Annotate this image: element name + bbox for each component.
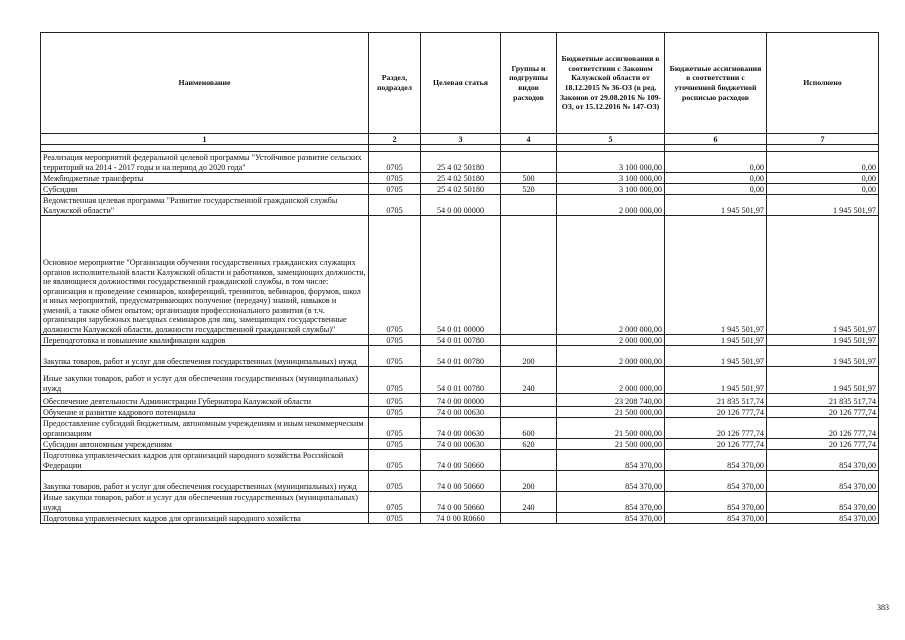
row-name: Закупка товаров, работ и услуг для обеспечения государственных (муниципальных) нужд (41, 471, 369, 492)
row-name: Переподготовка и повышение квалификации кадров (41, 335, 369, 346)
table-row (41, 513, 879, 524)
table-row (41, 173, 879, 184)
row-target: 74 0 00 50660 (421, 450, 501, 471)
table-row (41, 394, 879, 407)
row-group: 200 (501, 471, 557, 492)
row-name: Межбюджетные трансферты (41, 173, 369, 184)
table-row (41, 216, 879, 335)
row-plan-amount: 854 370,00 (665, 513, 767, 524)
page-number: 383 (877, 603, 889, 612)
row-done-amount: 0,00 (767, 152, 879, 173)
row-target: 74 0 00 00000 (421, 394, 501, 407)
row-group (501, 195, 557, 216)
row-plan-amount: 1 945 501,97 (665, 335, 767, 346)
row-done-amount: 854 370,00 (767, 471, 879, 492)
row-law-amount: 2 000 000,00 (557, 367, 665, 394)
row-done-amount: 854 370,00 (767, 450, 879, 471)
row-section: 0705 (369, 184, 421, 195)
row-done-amount: 1 945 501,97 (767, 367, 879, 394)
row-group (501, 450, 557, 471)
row-done-amount: 1 945 501,97 (767, 335, 879, 346)
row-done-amount: 854 370,00 (767, 513, 879, 524)
row-section: 0705 (369, 346, 421, 367)
table-row (41, 439, 879, 450)
row-plan-amount: 854 370,00 (665, 492, 767, 513)
row-target: 25 4 02 50180 (421, 184, 501, 195)
row-law-amount: 854 370,00 (557, 492, 665, 513)
header-name: Наименование (41, 33, 369, 134)
row-target: 74 0 00 50660 (421, 492, 501, 513)
row-section: 0705 (369, 152, 421, 173)
row-target: 25 4 02 50180 (421, 173, 501, 184)
table-row (41, 367, 879, 394)
row-plan-amount: 20 126 777,74 (665, 418, 767, 439)
header-num: 6 (665, 134, 767, 145)
header-target: Целевая статья (421, 33, 501, 134)
table-row (41, 335, 879, 346)
row-target: 54 0 00 00000 (421, 195, 501, 216)
row-group (501, 513, 557, 524)
row-done-amount: 1 945 501,97 (767, 216, 879, 335)
row-group: 500 (501, 173, 557, 184)
row-group (501, 394, 557, 407)
row-group (501, 407, 557, 418)
row-group: 200 (501, 346, 557, 367)
row-section: 0705 (369, 439, 421, 450)
row-name: Обучение и развитие кадрового потенциала (41, 407, 369, 418)
row-target: 25 4 02 50180 (421, 152, 501, 173)
row-plan-amount: 21 835 517,74 (665, 394, 767, 407)
row-done-amount: 20 126 777,74 (767, 407, 879, 418)
row-law-amount: 2 000 000,00 (557, 346, 665, 367)
row-law-amount: 854 370,00 (557, 471, 665, 492)
row-name: Подготовка управленческих кадров для организаций народного хозяйства Российской Федерации (41, 450, 369, 471)
header-section: Раздел, подраздел (369, 33, 421, 134)
row-name: Предоставление субсидий бюджетным, автономным учреждениям и иным некоммерческим организациям (41, 418, 369, 439)
row-section: 0705 (369, 195, 421, 216)
row-section: 0705 (369, 418, 421, 439)
row-group: 240 (501, 492, 557, 513)
row-group: 240 (501, 367, 557, 394)
row-plan-amount: 0,00 (665, 173, 767, 184)
row-section: 0705 (369, 513, 421, 524)
row-section: 0705 (369, 450, 421, 471)
row-target: 54 0 01 00000 (421, 216, 501, 335)
row-plan-amount: 0,00 (665, 152, 767, 173)
row-done-amount: 0,00 (767, 173, 879, 184)
row-done-amount: 20 126 777,74 (767, 439, 879, 450)
row-target: 74 0 00 00630 (421, 407, 501, 418)
row-section: 0705 (369, 492, 421, 513)
table-row (41, 346, 879, 367)
row-done-amount: 0,00 (767, 184, 879, 195)
header-num: 2 (369, 134, 421, 145)
row-done-amount: 20 126 777,74 (767, 418, 879, 439)
row-target: 74 0 00 00630 (421, 439, 501, 450)
row-name: Обеспечение деятельности Администрации Губернатора Калужской области (41, 394, 369, 407)
row-target: 74 0 00 R0660 (421, 513, 501, 524)
row-group: 520 (501, 184, 557, 195)
row-section: 0705 (369, 367, 421, 394)
table-body (41, 145, 879, 524)
row-plan-amount: 20 126 777,74 (665, 407, 767, 418)
header-group: Группы и подгруппы видов расходов (501, 33, 557, 134)
row-section: 0705 (369, 471, 421, 492)
row-done-amount: 1 945 501,97 (767, 346, 879, 367)
header-num: 4 (501, 134, 557, 145)
table-row (41, 152, 879, 173)
spacer-row (41, 145, 879, 152)
row-law-amount: 854 370,00 (557, 450, 665, 471)
row-name: Подготовка управленческих кадров для организаций народного хозяйства (41, 513, 369, 524)
row-done-amount: 21 835 517,74 (767, 394, 879, 407)
table-row (41, 492, 879, 513)
row-plan-amount: 854 370,00 (665, 471, 767, 492)
row-plan-amount: 0,00 (665, 184, 767, 195)
table-row (41, 450, 879, 471)
header-done: Исполнено (767, 33, 879, 134)
row-law-amount: 23 208 740,00 (557, 394, 665, 407)
row-plan-amount: 1 945 501,97 (665, 346, 767, 367)
row-section: 0705 (369, 394, 421, 407)
row-target: 74 0 00 50660 (421, 471, 501, 492)
header-num: 7 (767, 134, 879, 145)
row-group (501, 152, 557, 173)
row-law-amount: 3 100 000,00 (557, 184, 665, 195)
row-law-amount: 3 100 000,00 (557, 152, 665, 173)
header-num: 3 (421, 134, 501, 145)
header-num: 1 (41, 134, 369, 145)
table-row (41, 471, 879, 492)
row-law-amount: 2 000 000,00 (557, 195, 665, 216)
row-plan-amount: 20 126 777,74 (665, 439, 767, 450)
row-law-amount: 21 500 000,00 (557, 407, 665, 418)
row-target: 54 0 01 00780 (421, 346, 501, 367)
budget-table (40, 32, 879, 524)
row-target: 74 0 00 00630 (421, 418, 501, 439)
row-name: Субсидии (41, 184, 369, 195)
table-row (41, 418, 879, 439)
row-section: 0705 (369, 216, 421, 335)
row-name: Основное мероприятие "Организация обучения государственных гражданских служащих органов исполнительной власти Калужской области и работников, замещающих должности, не являющиеся должностями государственной гражданской службы, в том числе: организация и проведение семинаров, конференций, тренингов, вебинаров, форумов, школ и иных мероприятий, предусматривающих получение (передачу) знаний, навыков и умений, а также обмен опытом; организация профессионального развития (в т.ч. организация зарубежных выездных семинаров для лиц, замещающих государственные должности Калужской области, должности государственной гражданской службы)" (41, 216, 369, 335)
row-group: 600 (501, 418, 557, 439)
row-law-amount: 2 000 000,00 (557, 335, 665, 346)
row-section: 0705 (369, 173, 421, 184)
row-group (501, 216, 557, 335)
row-law-amount: 21 500 000,00 (557, 418, 665, 439)
header-plan: Бюджетные ассигнования в соответствии с уточненной бюджетной росписью расходов (665, 33, 767, 134)
row-plan-amount: 1 945 501,97 (665, 195, 767, 216)
row-plan-amount: 854 370,00 (665, 450, 767, 471)
row-law-amount: 2 000 000,00 (557, 216, 665, 335)
row-law-amount: 21 500 000,00 (557, 439, 665, 450)
row-section: 0705 (369, 407, 421, 418)
row-name: Реализация мероприятий федеральной целевой программы "Устойчивое развитие сельских территорий на 2014 - 2017 годы и на период до 2020 года" (41, 152, 369, 173)
row-section: 0705 (369, 335, 421, 346)
row-name: Иные закупки товаров, работ и услуг для обеспечения государственных (муниципальных) нужд (41, 492, 369, 513)
row-target: 54 0 01 00780 (421, 335, 501, 346)
header-law: Бюджетные ассигнования в соответствии с Законом Калужской области от 18.12.2015 № 36-ОЗ (в ред. Законов от 29.08.2016 № 109-ОЗ, от 15.12.2016 № 147-ОЗ) (557, 33, 665, 134)
row-law-amount: 3 100 000,00 (557, 173, 665, 184)
row-target: 54 0 01 00780 (421, 367, 501, 394)
table-row (41, 407, 879, 418)
row-law-amount: 854 370,00 (557, 513, 665, 524)
table-row (41, 195, 879, 216)
table-row (41, 184, 879, 195)
row-group (501, 335, 557, 346)
header-row (41, 33, 879, 134)
row-done-amount: 854 370,00 (767, 492, 879, 513)
row-name: Субсидии автономным учреждениям (41, 439, 369, 450)
row-plan-amount: 1 945 501,97 (665, 216, 767, 335)
row-name: Ведомственная целевая программа "Развитие государственной гражданской службы Калужской области" (41, 195, 369, 216)
header-num: 5 (557, 134, 665, 145)
row-plan-amount: 1 945 501,97 (665, 367, 767, 394)
row-group: 620 (501, 439, 557, 450)
row-done-amount: 1 945 501,97 (767, 195, 879, 216)
header-number-row (41, 134, 879, 145)
row-name: Закупка товаров, работ и услуг для обеспечения государственных (муниципальных) нужд (41, 346, 369, 367)
row-name: Иные закупки товаров, работ и услуг для обеспечения государственных (муниципальных) нужд (41, 367, 369, 394)
